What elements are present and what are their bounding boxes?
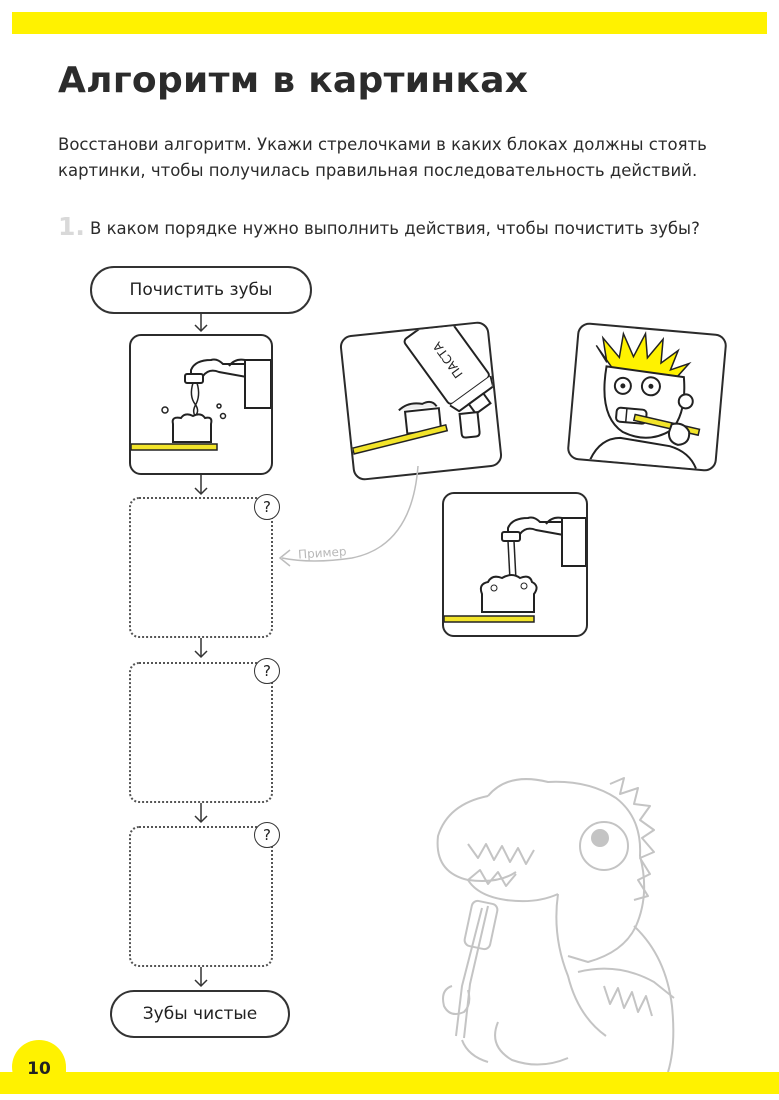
question-mark-icon: ? [254, 494, 280, 520]
empty-slot-1[interactable] [129, 497, 273, 638]
card-boy-brushing[interactable] [566, 322, 727, 473]
empty-slot-3[interactable] [129, 826, 273, 967]
card-rinse-foam[interactable] [442, 492, 588, 637]
paste-tube-label: ПАСТА [430, 339, 466, 381]
end-block: Зубы чистые [110, 990, 290, 1038]
bottom-accent-bar [0, 1072, 779, 1094]
flow-arrow-down-icon [194, 803, 208, 825]
start-block: Почистить зубы [90, 266, 312, 314]
page-title: Алгоритм в картинках [58, 60, 529, 101]
question-mark-icon: ? [254, 822, 280, 848]
flow-arrow-down-icon [194, 314, 208, 334]
card-rinse-brush[interactable] [129, 334, 273, 475]
empty-slot-2[interactable] [129, 662, 273, 803]
flow-arrow-down-icon [194, 967, 208, 989]
flow-arrow-down-icon [194, 475, 208, 497]
flow-arrow-down-icon [194, 638, 208, 660]
example-arrow-icon [272, 466, 424, 578]
page-number: 10 [12, 1040, 66, 1094]
example-label: Пример [297, 544, 347, 562]
question-text: В каком порядке нужно выполнить действия, чтобы почистить зубы? [90, 219, 700, 238]
top-accent-bar [12, 12, 767, 34]
question-number: 1. [58, 212, 85, 241]
question-mark-icon: ? [254, 658, 280, 684]
card-toothpaste[interactable] [339, 321, 503, 482]
dinosaur-illustration [428, 776, 678, 1072]
instructions-text: Восстанови алгоритм. Укажи стрелочками в каких блоках должны стоять картинки, чтобы получилась правильная последовательность действий. [58, 135, 707, 180]
